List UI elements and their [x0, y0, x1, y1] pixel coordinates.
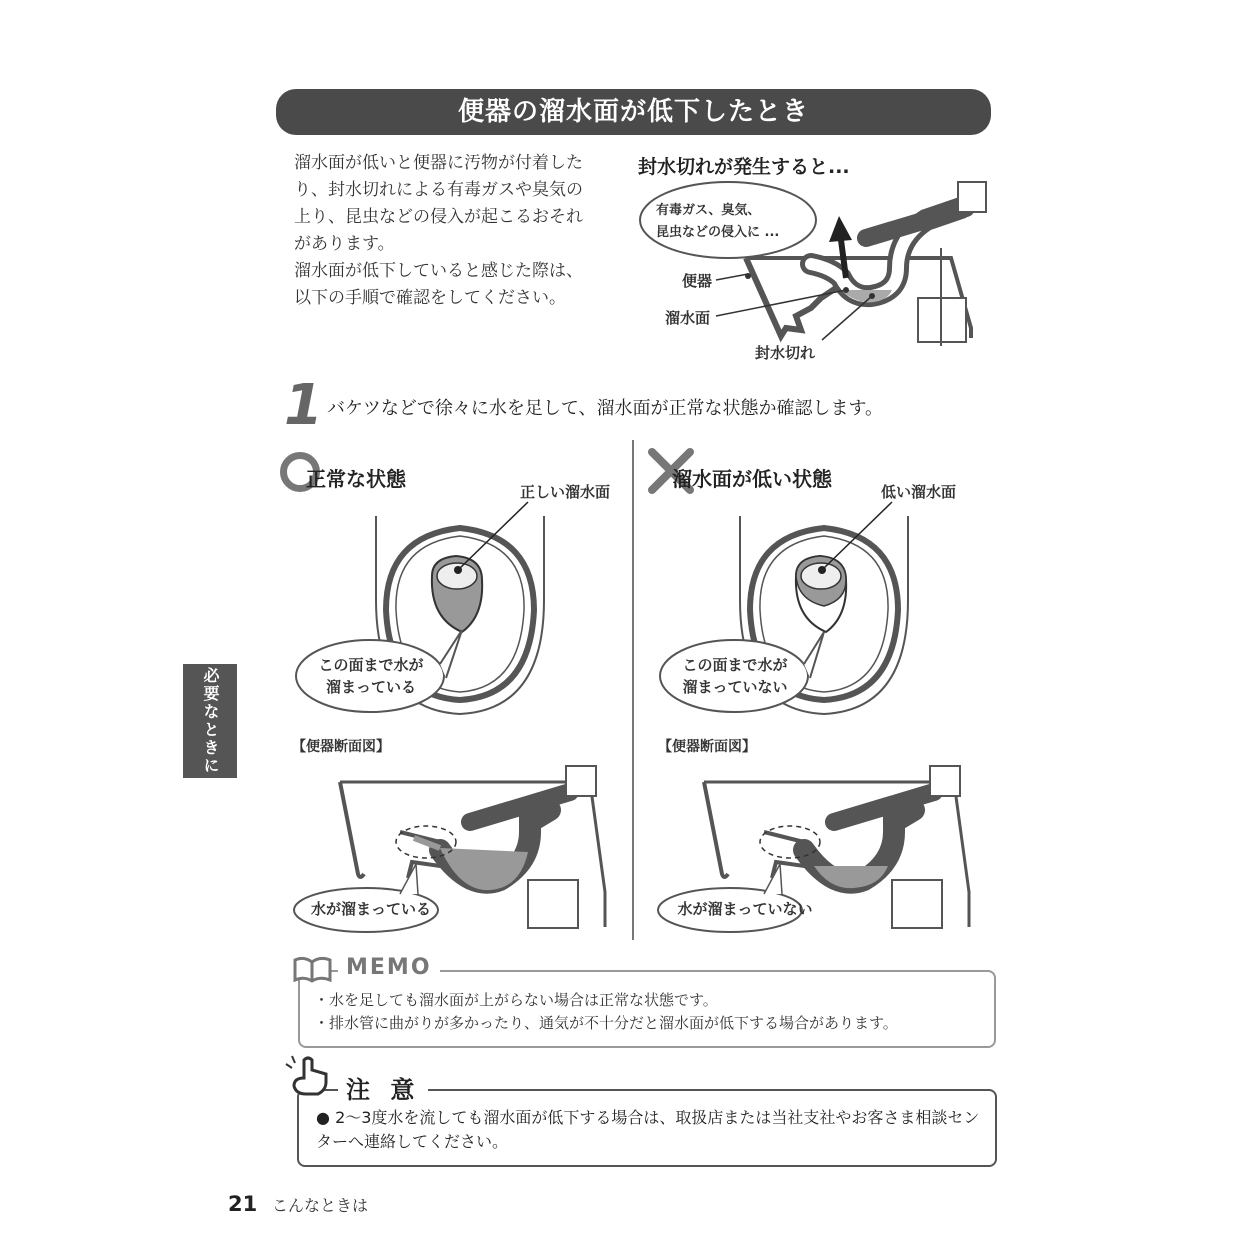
caution-hand-icon: [282, 1054, 336, 1098]
normal-callout: 正しい溜水面: [520, 483, 611, 501]
caution-text: [316, 1106, 981, 1154]
normal-section-bubble: 水が溜まっている: [310, 900, 431, 918]
side-tab: 必要なときに: [183, 664, 237, 778]
normal-state-title: 正常な状態: [306, 467, 406, 491]
section-name: こんなときは: [272, 1196, 369, 1215]
page-number: 21: [228, 1192, 258, 1216]
seal-off-title: 封水切れが発生すると...: [638, 156, 850, 178]
intro-text: [294, 150, 616, 312]
bubble-text: 昆虫などの侵入に ...: [656, 225, 780, 240]
caution-body: 2～3度水を流しても溜水面が低下する場合は、取扱店または当社支社やお客さま相談センターへ連絡してください。: [316, 1108, 980, 1151]
step-instruction: バケツなどで徐々に水を足して、溜水面が正常な状態か確認します。: [327, 398, 884, 419]
intro-line: 以下の手順で確認をしてください。: [294, 288, 566, 308]
label-seal-off: 封水切れ: [755, 344, 816, 362]
drain-pipe: [528, 880, 578, 928]
label-water-surface: 溜水面: [665, 309, 711, 327]
intro-line: 上り、昆虫などの侵入が起こるおそれ: [294, 207, 583, 227]
page-title: 便器の溜水面が低下したとき: [276, 89, 991, 135]
column-divider: [632, 440, 634, 940]
normal-bubble: [306, 654, 436, 698]
book-icon: [292, 954, 334, 984]
memo-heading: MEMO: [338, 955, 440, 980]
bubble-line: 溜まっている: [325, 678, 416, 696]
low-state-title: 溜水面が低い状態: [672, 467, 832, 491]
tank-fitting: [958, 182, 986, 212]
bubble-line: 溜まっていない: [682, 678, 788, 696]
memo-item: ・排水管に曲がりが多かったり、通気が不十分だと溜水面が低下する場合があります。: [314, 1014, 898, 1032]
caution-bullet: ●: [316, 1108, 330, 1127]
tank-fitting: [930, 766, 960, 796]
drain-pipe: [892, 880, 942, 928]
low-section-label: 【便器断面図】: [658, 739, 756, 755]
tank-fitting: [566, 766, 596, 796]
normal-section-label: 【便器断面図】: [292, 739, 390, 755]
intro-line: 溜水面が低いと便器に汚物が付着した: [294, 153, 583, 173]
intro-line: があります。: [294, 234, 395, 254]
low-section-bubble: 水が溜まっていない: [677, 900, 813, 918]
bubble-line: この面まで水が: [318, 656, 424, 674]
low-bubble: [670, 654, 800, 698]
low-callout: 低い溜水面: [881, 483, 957, 501]
bubble-line: この面まで水が: [682, 656, 788, 674]
label-toilet: 便器: [682, 272, 713, 290]
step-number: 1: [284, 373, 323, 438]
memo-item: ・水を足しても溜水面が上がらない場合は正常な状態です。: [314, 991, 718, 1009]
trap-water: [440, 848, 528, 890]
caution-heading: 注 意: [338, 1070, 428, 1105]
intro-line: 溜水面が低下していると感じた際は、: [294, 261, 583, 281]
speech-bubble: [640, 182, 816, 258]
bubble-text: 有毒ガス、臭気、: [656, 203, 761, 218]
intro-line: り、封水切れによる有毒ガスや臭気の: [294, 180, 583, 200]
